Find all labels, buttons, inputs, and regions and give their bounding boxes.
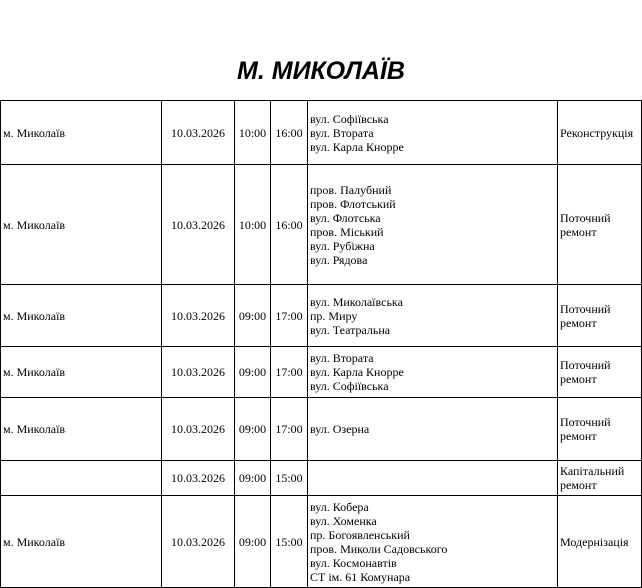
end-time-cell: 17:00 xyxy=(271,285,308,347)
street-line: пров. Миколи Садовського xyxy=(310,541,448,556)
streets-cell xyxy=(308,347,558,398)
work-type-cell: Поточний ремонт xyxy=(558,347,642,398)
end-time-cell: 16:00 xyxy=(271,165,308,285)
date-cell: 10.03.2026 xyxy=(162,461,235,496)
street-line: вул. Карла Кнорре xyxy=(310,365,404,379)
start-time-cell: 09:00 xyxy=(235,496,271,588)
table-row xyxy=(1,285,642,347)
street-line: вул. Хоменка xyxy=(310,513,377,528)
work-type-cell: Поточний ремонт xyxy=(558,285,642,347)
street-line: вул. Театральна xyxy=(310,322,391,337)
end-time-cell: 17:00 xyxy=(271,347,308,398)
street-line: пр. Миру xyxy=(310,308,358,323)
date-cell: 10.03.2026 xyxy=(162,101,235,165)
city-cell: м. Миколаїв xyxy=(1,398,162,461)
street-line: вул. Рядова xyxy=(310,252,368,267)
table-row xyxy=(1,461,642,496)
work-type-cell: Модернізація xyxy=(558,496,642,588)
street-line: пров. Флотський xyxy=(310,196,396,211)
street-line: вул. Кобера xyxy=(310,499,369,514)
streets-cell xyxy=(308,496,558,588)
work-type-cell: Реконструкція xyxy=(558,101,642,165)
page-title: М. МИКОЛАЇВ xyxy=(237,57,405,85)
street-line: вул. Рубіжна xyxy=(310,238,375,253)
street-line: пров. Палубний xyxy=(310,182,392,197)
start-time-cell: 09:00 xyxy=(235,347,271,398)
date-cell: 10.03.2026 xyxy=(162,285,235,347)
streets-cell xyxy=(308,285,558,347)
streets-cell xyxy=(308,398,558,461)
table-row xyxy=(1,347,642,398)
city-cell: м. Миколаїв xyxy=(1,496,162,588)
street-line: вул. Втората xyxy=(310,125,374,140)
date-cell: 10.03.2026 xyxy=(162,165,235,285)
end-time-cell: 17:00 xyxy=(271,398,308,461)
work-type-cell: Поточний ремонт xyxy=(558,165,642,285)
city-cell xyxy=(1,461,162,496)
date-cell: 10.03.2026 xyxy=(162,496,235,588)
city-cell: м. Миколаїв xyxy=(1,347,162,398)
street-line: СТ ім. 61 Комунара xyxy=(310,569,411,584)
end-time-cell: 15:00 xyxy=(271,496,308,588)
street-line: вул. Софіївська xyxy=(310,111,389,126)
date-cell: 10.03.2026 xyxy=(162,398,235,461)
date-cell: 10.03.2026 xyxy=(162,347,235,398)
street-line: вул. Миколаївська xyxy=(310,294,403,309)
table-row xyxy=(1,165,642,285)
street-line: вул. Флотська xyxy=(310,210,381,225)
streets-cell xyxy=(308,165,558,285)
outage-schedule-table xyxy=(0,100,642,588)
city-cell: м. Миколаїв xyxy=(1,101,162,165)
start-time-cell: 09:00 xyxy=(235,398,271,461)
table-row xyxy=(1,398,642,461)
start-time-cell: 09:00 xyxy=(235,461,271,496)
table-row xyxy=(1,101,642,165)
streets-cell xyxy=(308,101,558,165)
city-cell: м. Миколаїв xyxy=(1,285,162,347)
start-time-cell: 10:00 xyxy=(235,101,271,165)
streets-cell xyxy=(308,461,558,496)
work-type-cell: Капітальний ремонт xyxy=(558,461,642,496)
end-time-cell: 15:00 xyxy=(271,461,308,496)
street-line: пр. Богоявленський xyxy=(310,527,410,542)
table-row xyxy=(1,496,642,588)
street-line: вул. Карла Кнорре xyxy=(310,139,404,154)
start-time-cell: 10:00 xyxy=(235,165,271,285)
city-cell: м. Миколаїв xyxy=(1,165,162,285)
street-line: вул. Космонавтів xyxy=(310,555,397,570)
end-time-cell: 16:00 xyxy=(271,101,308,165)
street-line: вул. Втората xyxy=(310,351,374,365)
street-line: пров. Міський xyxy=(310,224,384,239)
start-time-cell: 09:00 xyxy=(235,285,271,347)
street-line: вул. Софіївська xyxy=(310,379,389,393)
work-type-cell: Поточний ремонт xyxy=(558,398,642,461)
street-line: вул. Озерна xyxy=(310,422,370,436)
